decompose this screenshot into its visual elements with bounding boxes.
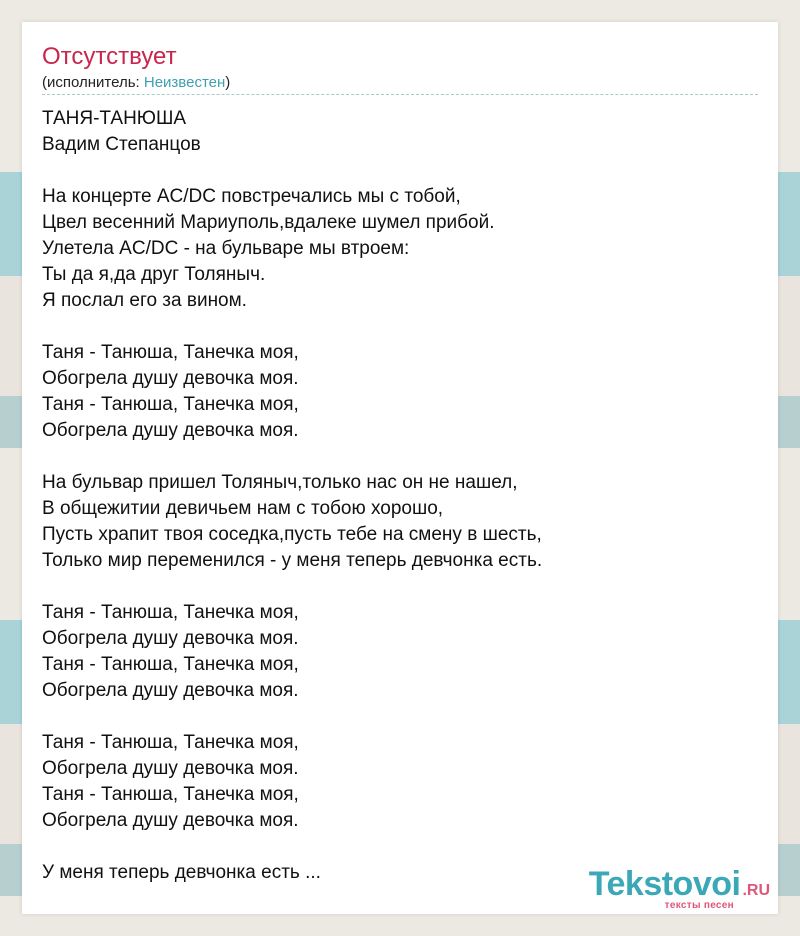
lyric-blank-line [42,158,758,184]
logo-tld: .RU [742,882,770,899]
logo-word: Tekstovoi [588,865,741,903]
lyric-line: Обогрела душу девочка моя. [42,758,299,779]
lyric-line: На бульвар пришел Толяныч,только нас он не нашел, [42,472,518,493]
lyric-line: Таня - Танюша, Танечка моя, [42,732,299,753]
site-logo[interactable] [570,866,770,914]
lyric-line: Ты да я,да друг Толяныч. [42,264,266,285]
lyric-blank-line [42,704,758,730]
lyric-line: Обогрела душу девочка моя. [42,368,299,389]
lyric-line: Пусть храпит твоя соседка,пусть тебе на смену в шесть, [42,524,542,545]
artist-prefix: (исполнитель: [42,74,144,91]
lyric-line: Таня - Танюша, Танечка моя, [42,654,299,675]
song-title: Отсутствует [42,43,177,70]
lyric-line: Таня - Танюша, Танечка моя, [42,394,299,415]
artist-suffix: ) [225,74,231,91]
lyric-blank-line [42,574,758,600]
lyric-line: Обогрела душу девочка моя. [42,628,299,649]
song-header [42,42,758,95]
lyrics-text [42,106,758,886]
lyric-line: Обогрела душу девочка моя. [42,680,299,701]
lyric-line: Таня - Танюша, Танечка моя, [42,602,299,623]
lyric-line: Обогрела душу девочка моя. [42,420,299,441]
lyric-blank-line [42,834,758,860]
lyric-line: Таня - Танюша, Танечка моя, [42,342,299,363]
lyric-line: Улетела AC/DC - на бульваре мы втроем: [42,238,410,259]
lyric-line: В общежитии девичьем нам с тобою хорошо, [42,498,444,519]
artist-link[interactable]: Неизвестен [143,74,226,91]
lyric-line: ТАНЯ-ТАНЮША [42,108,187,129]
lyric-line: У меня теперь девчонка есть ... [42,862,321,883]
logo-tagline: тексты песен [664,900,734,911]
lyric-blank-line [42,314,758,340]
lyric-line: Вадим Степанцов [42,134,201,155]
lyric-line: Только мир переменился - у меня теперь девчонка есть. [42,550,543,571]
lyric-line: Обогрела душу девочка моя. [42,810,299,831]
lyric-line: Цвел весенний Мариуполь,вдалеке шумел прибой. [42,212,495,233]
artist-line [42,73,230,93]
lyrics-card [22,22,778,914]
lyric-line: На концерте AC/DC повстречались мы с тобой, [42,186,461,207]
lyric-blank-line [42,444,758,470]
lyric-line: Я послал его за вином. [42,290,247,311]
lyric-line: Таня - Танюша, Танечка моя, [42,784,299,805]
